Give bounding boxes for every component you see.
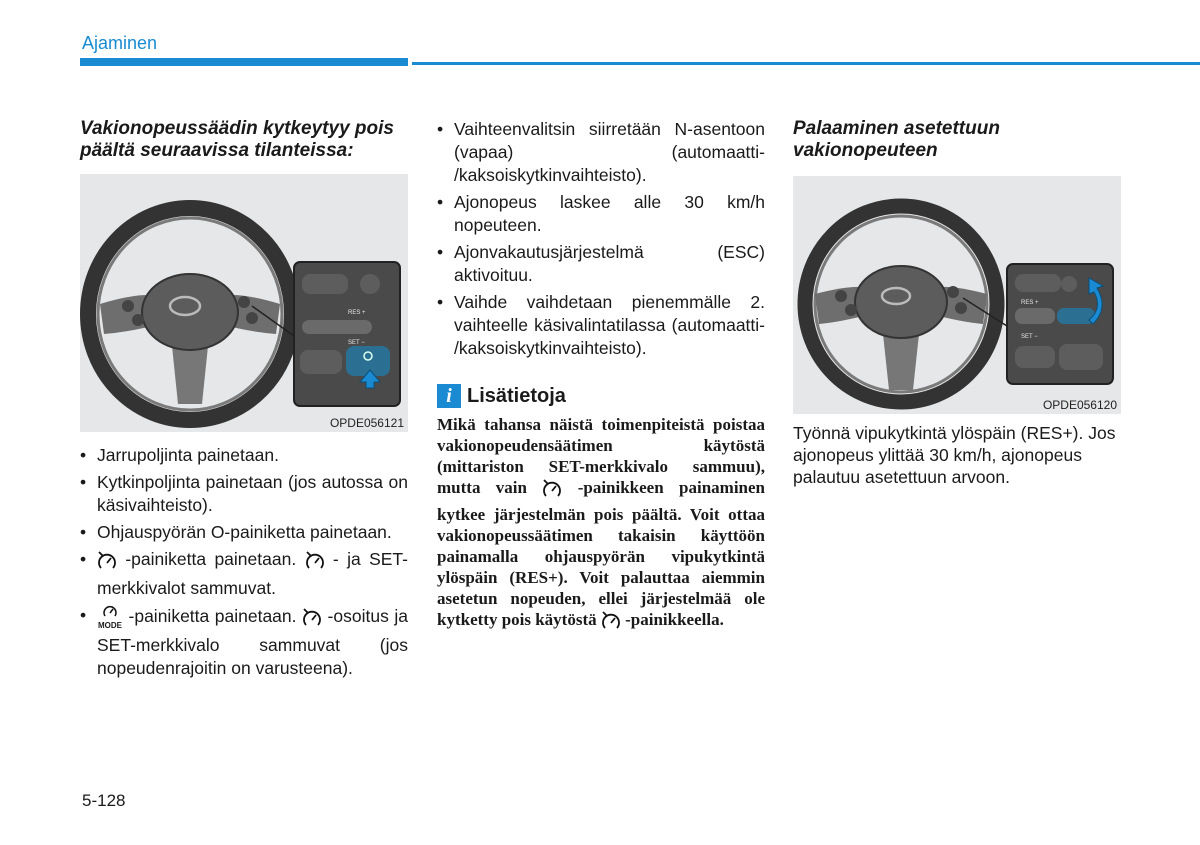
subheading-resume: Palaaminen asetettuun vakionopeuteen bbox=[793, 118, 1000, 161]
cruise-control-icon bbox=[97, 549, 117, 577]
figure-steering-wheel-cancel bbox=[80, 174, 408, 432]
column-middle bbox=[437, 118, 765, 636]
info-text bbox=[437, 414, 765, 636]
list-item: • Vaihde vaihdetaan pienemmälle 2. vaihteelle käsivalintatilassa (automaatti- /kaksoiskytkinvaihteisto). bbox=[437, 291, 765, 360]
bullet4-text-a: -painiketta painetaan. bbox=[125, 549, 297, 569]
bullet4-text-b: - ja SET-merkkivalot sammuvat. bbox=[97, 549, 408, 598]
figure-code: OPDE056121 bbox=[329, 416, 404, 430]
res-label: RES + bbox=[348, 310, 366, 316]
info-text-part2: -painikkeen painaminen kytkee järjestelmän pois päältä. Voit ottaa vakionopeussäätimen takaisin käyttöön painamalla ohjauspyörän vipukytkintä ylöspäin (RES+). Voit palauttaa aiemmin asetetun nopeuden, ellei järjestelmää ole kytketty pois käytöstä bbox=[437, 478, 766, 629]
list-item: • Kytkinpoljinta painetaan (jos autossa on käsivaihteisto). bbox=[80, 471, 408, 517]
cruise-control-icon bbox=[601, 609, 621, 636]
resume-instructions: Työnnä vipukytkintä ylöspäin (RES+). Jos ajonopeus ylittää 30 km/h, ajonopeus palautuu asetettuun arvoon. bbox=[793, 423, 1116, 487]
cancel-conditions-list-continued bbox=[437, 118, 765, 360]
steering-wheel-illustration bbox=[80, 174, 408, 432]
cruise-control-icon bbox=[302, 606, 322, 634]
info-title: Lisätietoja bbox=[467, 384, 566, 407]
list-item: • Ajonopeus laskee alle 30 km/h nopeuteen. bbox=[437, 191, 765, 237]
list-item: • Jarrupoljinta painetaan. bbox=[80, 444, 408, 467]
info-icon: i bbox=[437, 384, 461, 408]
res-label: RES + bbox=[1021, 300, 1039, 306]
section-title: Ajaminen bbox=[82, 33, 158, 53]
cruise-control-icon bbox=[542, 477, 562, 504]
steering-wheel-illustration bbox=[793, 176, 1121, 414]
set-label: SET − bbox=[1021, 334, 1038, 340]
page-number: 5-128 bbox=[82, 791, 126, 810]
set-label: SET − bbox=[348, 340, 365, 346]
cancel-conditions-list bbox=[80, 444, 408, 680]
bullet5-text-a: -painiketta painetaan. bbox=[128, 606, 297, 626]
list-item: • Ajonvakautusjärjestelmä (ESC) aktivoituu. bbox=[437, 241, 765, 287]
mode-label: MODE bbox=[98, 621, 122, 630]
column-right bbox=[793, 118, 1121, 488]
header-rule-thick bbox=[80, 58, 408, 66]
column-left bbox=[80, 118, 408, 684]
list-item: • Vaihteenvalitsin siirretään N-asentoon (vapaa) (automaatti- /kaksoiskytkinvaihteisto). bbox=[437, 118, 765, 187]
drive-mode-icon bbox=[97, 604, 123, 630]
info-text-part1: Mikä tahansa näistä toimenpiteistä poistaa vakionopeudensäätimen käytöstä (mittariston SET-merkkivalo sammuu), mutta vain bbox=[437, 415, 765, 497]
list-item bbox=[80, 604, 408, 680]
list-item bbox=[80, 548, 408, 600]
bullet5-text-b: -osoitus ja SET-merkkivalo sammuvat (jos nopeudenrajoitin on varusteena). bbox=[97, 606, 408, 678]
cruise-control-icon bbox=[305, 549, 325, 577]
subheading-cruise-off: Vakionopeussäädin kytkeytyy pois päältä seuraavissa tilanteissa: bbox=[80, 118, 394, 161]
info-box-header bbox=[437, 384, 765, 408]
header-rule-thin bbox=[412, 62, 1200, 65]
figure-steering-wheel-resume bbox=[793, 176, 1121, 414]
info-text-part3: -painikkeella. bbox=[625, 610, 724, 629]
figure-code: OPDE056120 bbox=[1042, 398, 1117, 412]
list-item: • Ohjauspyörän O-painiketta painetaan. bbox=[80, 521, 408, 544]
